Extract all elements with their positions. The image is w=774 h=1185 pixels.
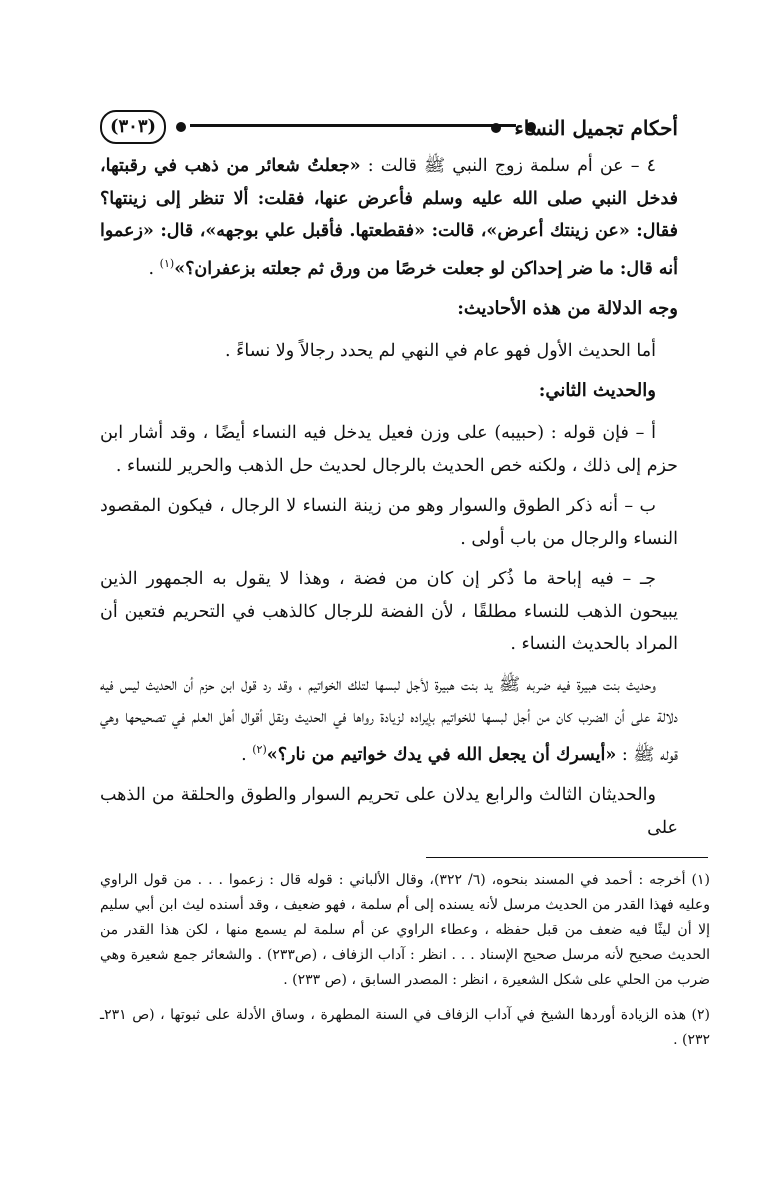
page-number: (٣٠٣) — [100, 110, 166, 144]
footnote-separator — [426, 857, 708, 858]
paragraph-first-hadith: أما الحديث الأول فهو عام في النهي لم يحدد رجالاً ولا نساءً . — [225, 340, 656, 361]
hadith-4-paragraph: ٤ – عن أم سلمة زوج النبي ﷺ قالت : «جعلتُ شعائر من ذهب في رقبتها، فدخل النبي صلى الله عليه وسلم فأعرض عنها، فقلت: ألا تنظر إلى زينتها؟ فقال: «عن زينتك أعرض»، قالت: «فقطعتها. فأقبل علي بوجهه»، قال: «زعموا أنه قال: ما ضر إحداكن لو جعلت خرصًا من ورق ثم جعلته بزعفران؟»$^{(١)}$ . — [100, 156, 678, 279]
header-left-dot — [176, 122, 186, 132]
footnote-1: (١) أخرجه : أحمد في المسند بنحوه، (٦/ ٣٢٢)، وقال الألباني : قوله قال : زعموا . . . من قول الراوي وعليه فهذا القدر من الحديث مرسل لأنه يسنده إلى أم سلمة ، فهو ضعيف ، وقد أسنده ليث ابن أبي سليم إلا أن ليثًا فيه ضعف من قبل حفظه ، وعطاء الراوي عن أم سلمة لم يسمع منها ، لكن هذا القدر من الحديث صحيح لأنه مرسل صحيح الإسناد . . . انظر : آداب الزفاف ، (ص٢٣٣) . والشعائر جمع شعيرة وهي ضرب من الحلي على شكل الشعيرة ، انظر : المصدر السابق ، (ص ٢٣٣) . — [100, 872, 711, 988]
footnotes — [100, 868, 710, 1063]
paragraph-jim: جـ – فيه إباحة ما ذُكر إن كان من فضة ، وهذا لا يقول به الجمهور الذين يبيحون الذهب للنساء مطلقًا ، لأن الفضة للرجال كالذهب في التحريم فتعين أن المراد بالحديث النساء . — [100, 569, 678, 655]
heading-dalala: وجه الدلالة من هذه الأحاديث: — [457, 297, 678, 319]
footnote-ref-2: (٢) — [252, 742, 267, 756]
footnote-ref-1: (١) — [159, 256, 175, 270]
footnote-2: (٢) هذه الزيادة أوردها الشيخ في آداب الزفاف في السنة المطهرة ، وساق الأدلة على ثبوتها ، (ص ٢٣١ـ ٢٣٢) . — [100, 1007, 710, 1048]
hubayra-quote: «أيسرك أن يجعل الله في يدك خواتيم من نار؟» — [266, 744, 617, 765]
paragraph-alif: أ – فإن قوله : (حبيبه) على وزن فعيل يدخل فيه النساء أيضًا ، وقد أشار ابن حزم إلى ذلك ، ولكنه خص الحديث بالرجال لحديث حل الذهب والحرير للنساء . — [100, 423, 678, 476]
title-dot — [491, 123, 501, 133]
running-title: أحكام تجميل النساء — [491, 110, 678, 146]
hadith-4-quote: «جعلتُ شعائر من ذهب في رقبتها، فدخل النبي صلى الله عليه وسلم فأعرض عنها، فقلت: ألا تنظر إلى زينتها؟ فقال: «عن زينتك أعرض»، قالت: «فقطعتها. فأقبل علي بوجهه»، قال: «زعموا أنه قال: ما ضر إحداكن لو جعلت خرصًا من ورق ثم جعلته بزعفران؟» — [100, 156, 678, 279]
page-header — [100, 110, 678, 146]
paragraph-third-fourth: والحديثان الثالث والرابع يدلان على تحريم السوار والطوق والحلقة من الذهب على — [100, 785, 678, 838]
paragraph-hubayra: وحديث بنت هبيرة فيه ضربه ﷺ يد بنت هبيرة لأجل لبسها لتلك الخواتيم ، وقد رد قول ابن حزم أن الحديث ليس فيه دلالة على أن الضرب كان من أجل لبسها للخواتيم بإيراده لزيادة رواها في الحديث ونقل أقوال أهل العلم في تصحيحها وهي قوله ﷺ : «أيسرك أن يجعل الله في يدك خواتيم من نار؟»$^{(٢)}$ . — [100, 674, 678, 765]
paragraph-ba: ب – أنه ذكر الطوق والسوار وهو من زينة النساء لا الرجال ، فيكون المقصود النساء والرجال من باب أولى . — [100, 496, 678, 549]
main-text — [100, 150, 678, 852]
heading-second-hadith: والحديث الثاني: — [538, 380, 656, 402]
header-rule — [190, 124, 516, 127]
